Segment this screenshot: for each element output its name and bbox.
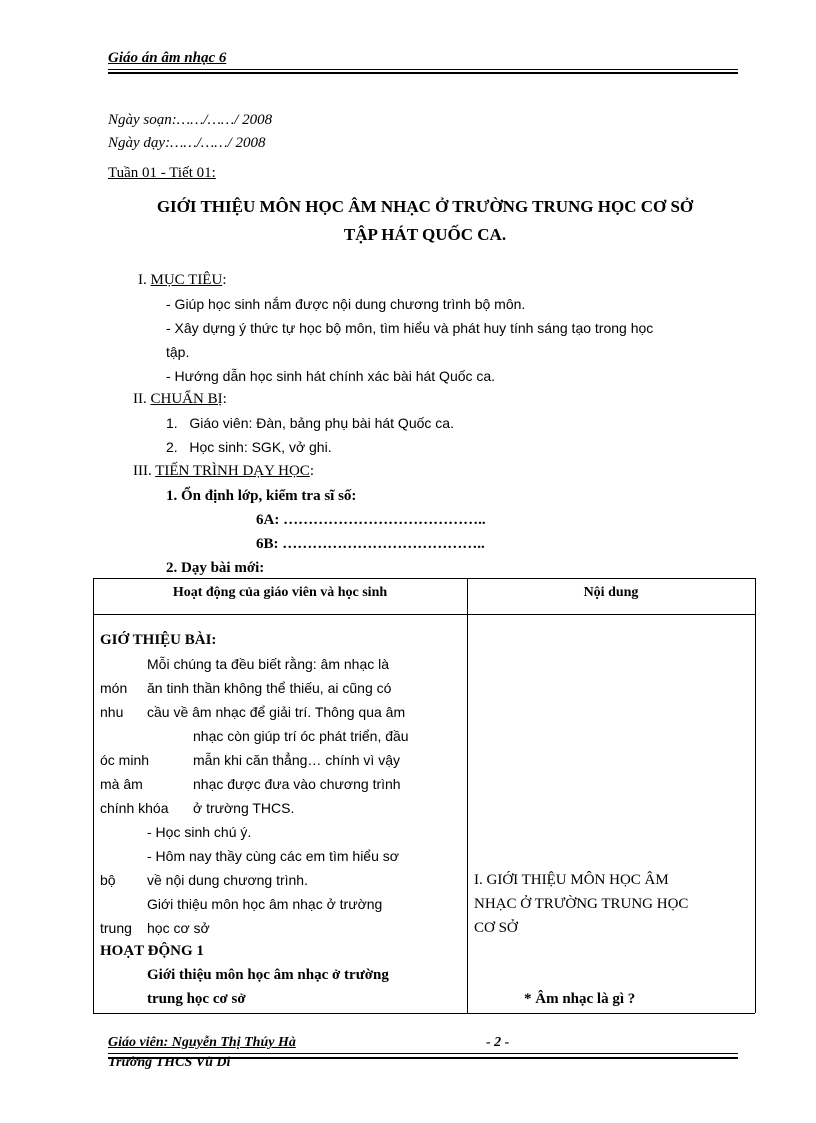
- activity-row-text: nhạc còn giúp trí óc phát triển, đầu: [193, 728, 409, 744]
- step-2: 2. Dạy bài mới:: [166, 560, 265, 576]
- intro-heading: GIỚ THIỆU BÀI:: [100, 632, 217, 648]
- section-1-title: MỤC TIÊU: [150, 272, 223, 288]
- activity-row-text: mẫn khi căn thẳng… chính vì vậy: [193, 752, 400, 768]
- lesson-title-line1: GIỚI THIỆU MÔN HỌC ÂM NHẠC Ở TRƯỜNG TRUNG HỌC CƠ SỞ: [156, 197, 694, 216]
- activity-row-text: về nội dung chương trình.: [147, 872, 308, 888]
- section-1-heading: [138, 272, 226, 289]
- activity-row-lead: trung: [100, 920, 132, 936]
- activity-row-text: - Hôm nay thầy cùng các em tìm hiểu sơ: [147, 848, 399, 864]
- objective-item: - Xây dựng ý thức tự học bộ môn, tìm hiểu và phát huy tính sáng tạo trong học: [166, 320, 654, 336]
- activity-row-lead: óc minh: [100, 752, 150, 768]
- document-header-title: Giáo án âm nhạc 6: [108, 50, 227, 66]
- activity-row-lead: nhu: [100, 704, 124, 720]
- week-lesson: Tuần 01 - Tiết 01:: [108, 165, 216, 181]
- footer-rule-thin: [108, 1053, 738, 1054]
- section-2-colon: :: [222, 391, 227, 407]
- objective-item: tập.: [166, 344, 190, 360]
- activity-row-text: học cơ sở: [147, 920, 210, 936]
- objective-item: - Hướng dẫn học sinh hát chính xác bài hát Quốc ca.: [166, 368, 496, 384]
- activity-row-lead: chính khóa: [100, 800, 169, 816]
- date-taught: Ngày dạy:……/……/ 2008: [108, 135, 266, 151]
- footer-school: Trường THCS Vũ Di: [108, 1055, 231, 1070]
- activity-row-text: ăn tinh thần không thể thiếu, ai cũng có: [147, 680, 392, 696]
- class-6b: 6B: …………………………………..: [256, 536, 485, 552]
- footer-page-number: - 2 -: [486, 1035, 510, 1050]
- date-prepared: Ngày soạn:……/……/ 2008: [108, 112, 273, 128]
- activity-row-text: cầu về âm nhạc để giải trí. Thông qua âm: [147, 704, 406, 720]
- activity-row-lead: bộ: [100, 872, 116, 888]
- class-6a: 6A: …………………………………..: [256, 512, 486, 528]
- content-heading-line2: NHẠC Ở TRƯỜNG TRUNG HỌC: [474, 896, 689, 912]
- lesson-title-line2: TẬP HÁT QUỐC CA.: [343, 225, 507, 244]
- activity-1-heading: HOẠT ĐỘNG 1: [100, 943, 204, 959]
- header-rule-thick: [108, 72, 738, 74]
- activity-1-description-line2: trung học cơ sở: [147, 991, 246, 1007]
- section-2-number: II.: [133, 391, 147, 407]
- table-border-right: [755, 578, 756, 1013]
- activity-row-text: ở trường THCS.: [193, 800, 295, 816]
- footer-teacher: Giáo viên: Nguyễn Thị Thúy Hà: [108, 1035, 296, 1050]
- activity-row-lead: mà âm: [100, 776, 143, 792]
- section-1-number: I.: [138, 272, 147, 288]
- table-border-top: [93, 578, 755, 579]
- step-1: 1. Ổn định lớp, kiểm tra sĩ số:: [166, 488, 357, 504]
- activity-row-text: Mỗi chúng ta đều biết rằng: âm nhạc là: [147, 656, 390, 672]
- section-1-colon: :: [222, 272, 227, 288]
- section-3-colon: :: [309, 463, 314, 479]
- objective-item: - Giúp học sinh nắm được nội dung chương trình bộ môn.: [166, 296, 526, 312]
- content-heading-line3: CƠ SỞ: [474, 920, 518, 936]
- content-question: * Âm nhạc là gì ?: [524, 991, 636, 1007]
- activity-row-text: nhạc được đưa vào chương trình: [193, 776, 401, 792]
- preparation-item: 1. Giáo viên: Đàn, bảng phụ bài hát Quốc ca.: [166, 415, 454, 431]
- section-3-title: TIẾN TRÌNH DẠY HỌC: [155, 463, 310, 479]
- activity-row-text: Giới thiệu môn học âm nhạc ở trường: [147, 896, 383, 912]
- table-header-content: Nội dung: [583, 585, 639, 600]
- section-2-title: CHUẨN BỊ: [150, 391, 223, 407]
- content-heading-line1: I. GIỚI THIỆU MÔN HỌC ÂM: [474, 872, 669, 888]
- section-3-heading: [133, 463, 314, 480]
- activity-row-text: - Học sinh chú ý.: [147, 824, 252, 840]
- header-rule-thin: [108, 69, 738, 70]
- section-2-heading: [133, 391, 227, 408]
- activity-row-lead: món: [100, 680, 128, 696]
- preparation-item: 2. Học sinh: SGK, vở ghi.: [166, 439, 332, 455]
- table-border-left: [93, 578, 94, 1013]
- table-header-activities: Hoạt động của giáo viên và học sinh: [172, 585, 388, 600]
- activity-1-description-line1: Giới thiệu môn học âm nhạc ở trường: [147, 967, 389, 983]
- table-column-divider: [467, 578, 468, 1013]
- table-border-bottom: [93, 1013, 755, 1014]
- table-header-divider: [93, 614, 755, 615]
- section-3-number: III.: [133, 463, 152, 479]
